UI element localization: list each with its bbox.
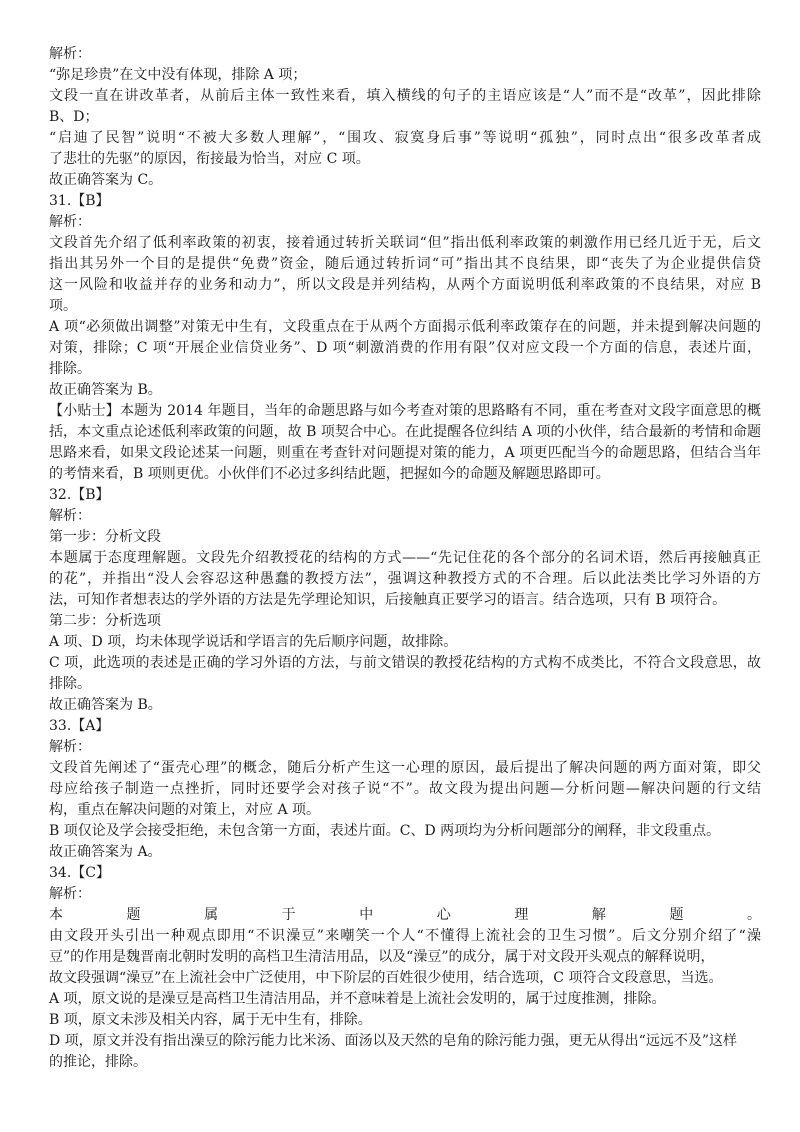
- text-line: 第二步：分析选项: [49, 613, 161, 629]
- text-line: 构，重点在解决问题的对策上，对应 A 项。: [49, 802, 321, 818]
- text-line: 母应给孩子制造一点挫折，同时还要学会对孩子说“不”。故文段为提出问题—分析问题—解决问题的行文结: [49, 781, 761, 797]
- text-line: 文段首先介绍了低利率政策的初衷，接着通过转折关联词“但”指出低利率政策的刺激作用已经几近于无，后文: [49, 235, 761, 251]
- text-line: 的花”，并指出“没人会容忍这种愚蠢的教授方法”，强调这种教授方式的不合理。后以此法类比学习外语的方: [49, 571, 761, 587]
- text-line: 项。: [49, 298, 77, 314]
- text-line: 解析：: [49, 508, 91, 524]
- text-line: 文段一直在讲改革者，从前后主体一致性来看，填入横线的句子的主语应该是“人”而不是“改革”，因此排除: [49, 88, 761, 104]
- text-line: 故正确答案为 C。: [49, 172, 163, 188]
- text-line: A 项“必须做出调整”对策无中生有，文段重点在于从两个方面揭示低利率政策存在的问题，并未提到解决问题的: [49, 319, 761, 335]
- text-line: 排除。: [49, 361, 91, 377]
- text-line: “弥足珍贵”在文中没有体现，排除 A 项；: [49, 67, 307, 83]
- text-line: 豆”的作用是魏晋南北朝时发明的高档卫生清洁用品，以及“澡豆”的成分，属于对文段开头观点的解释说明，: [49, 949, 715, 965]
- text-line: 故正确答案为 B。: [49, 697, 162, 713]
- text-line: 33.【A】: [49, 718, 110, 734]
- text-line: 排除。: [49, 676, 91, 692]
- text-line: B 项仅论及学会接受拒绝，未包含第一方面，表述片面。C、D 两项均为分析问题部分的阐释，非文段重点。: [49, 823, 721, 839]
- text-line: 由文段开头引出一种观点即用“不识澡豆”来嘲笑一个人“不懂得上流社会的卫生习惯”。后文分别介绍了“澡: [49, 928, 761, 944]
- text-line: B、D；: [49, 109, 99, 125]
- text-line: 对策，排除；C 项“开展企业信贷业务”、D 项“刺激消费的作用有限”仅对应文段一个方面的信息，表述片面，: [49, 340, 761, 356]
- text-line: 文段首先阐述了“蛋壳心理”的概念，随后分析产生这一心理的原因，最后提出了解决问题的两方面对策，即父: [49, 760, 761, 776]
- text-line: 指出其另外一个目的是提供“免费”资金，随后通过转折词“可”指出其不良结果，即“丧失了为企业提供信贷: [49, 256, 761, 272]
- text-line: 的推论，排除。: [49, 1054, 147, 1070]
- text-line: 解析：: [49, 214, 91, 230]
- text-line: A 项、D 项，均未体现学说话和学语言的先后顺序问题，故排除。: [49, 634, 458, 650]
- text-line: 故正确答案为 A。: [49, 844, 162, 860]
- text-line: “启迪了民智”说明“不被大多数人理解”，“围攻、寂寞身后事”等说明“孤独”，同时点出“很多改革者成: [49, 130, 761, 146]
- text-line: D 项，原文并没有指出澡豆的除污能力比米汤、面汤以及天然的皂角的除污能力强，更无从得出“远远不及”这样: [49, 1033, 737, 1049]
- text-line: 31.【B】: [49, 193, 110, 209]
- text-line: 【小贴士】本题为 2014 年题目，当年的命题思路与如今考查对策的思路略有不同，重在考查对文段字面意思的概: [49, 403, 761, 419]
- text-line: 34.【C】: [49, 865, 110, 881]
- text-line: 解析：: [49, 886, 91, 902]
- text-line: 本题属于态度理解题。文段先介绍教授花的结构的方式——“先记住花的各个部分的名词术语，然后再接触真正: [49, 550, 761, 566]
- text-line: 本题属于中心理解题。: [49, 907, 761, 923]
- text-line: A 项，原文说的是澡豆是高档卫生清洁用品，并不意味着是上流社会发明的，属于过度推测，排除。: [49, 991, 666, 1007]
- text-line: 这一风险和收益并存的业务和动力”，所以文段是并列结构，从两个方面说明低利率政策的不良结果，对应 B: [49, 277, 761, 293]
- text-line: 故文段强调“澡豆”在上流社会中广泛使用，中下阶层的百姓很少使用，结合选项，C 项符合文段意思，当选。: [49, 970, 723, 986]
- text-line: 解析：: [49, 46, 91, 62]
- text-line: 第一步：分析文段: [49, 529, 161, 545]
- text-line: C 项，此选项的表述是正确的学习外语的方法，与前文错误的教授花结构的方式构不成类比，不符合文段意思，故: [49, 655, 761, 671]
- text-line: 32.【B】: [49, 487, 110, 503]
- text-line: 了悲壮的先驱”的原因，衔接最为恰当，对应 C 项。: [49, 151, 370, 167]
- document-page: [49, 44, 761, 1073]
- text-line: 括，本文重点论述低利率政策的问题，故 B 项契合中心。在此提醒各位纠结 A 项的小伙伴，结合最新的考情和命题: [49, 424, 761, 440]
- text-line: 故正确答案为 B。: [49, 382, 162, 398]
- text-line: B 项，原文未涉及相关内容，属于无中生有，排除。: [49, 1012, 372, 1028]
- text-line: 法，可知作者想表达的学外语的方法是先学理论知识，后接触真正要学习的语言。结合选项，只有 B 项符合。: [49, 592, 727, 608]
- text-line: 思路来看，如果文段论述某一问题，则重在考查针对问题提对策的能力，A 项更匹配当今的命题思路，但结合当年: [49, 445, 761, 461]
- text-line: 的考情来看，B 项则更优。小伙伴们不必过多纠结此题，把握如今的命题及解题思路即可。: [49, 466, 610, 482]
- text-line: 解析：: [49, 739, 91, 755]
